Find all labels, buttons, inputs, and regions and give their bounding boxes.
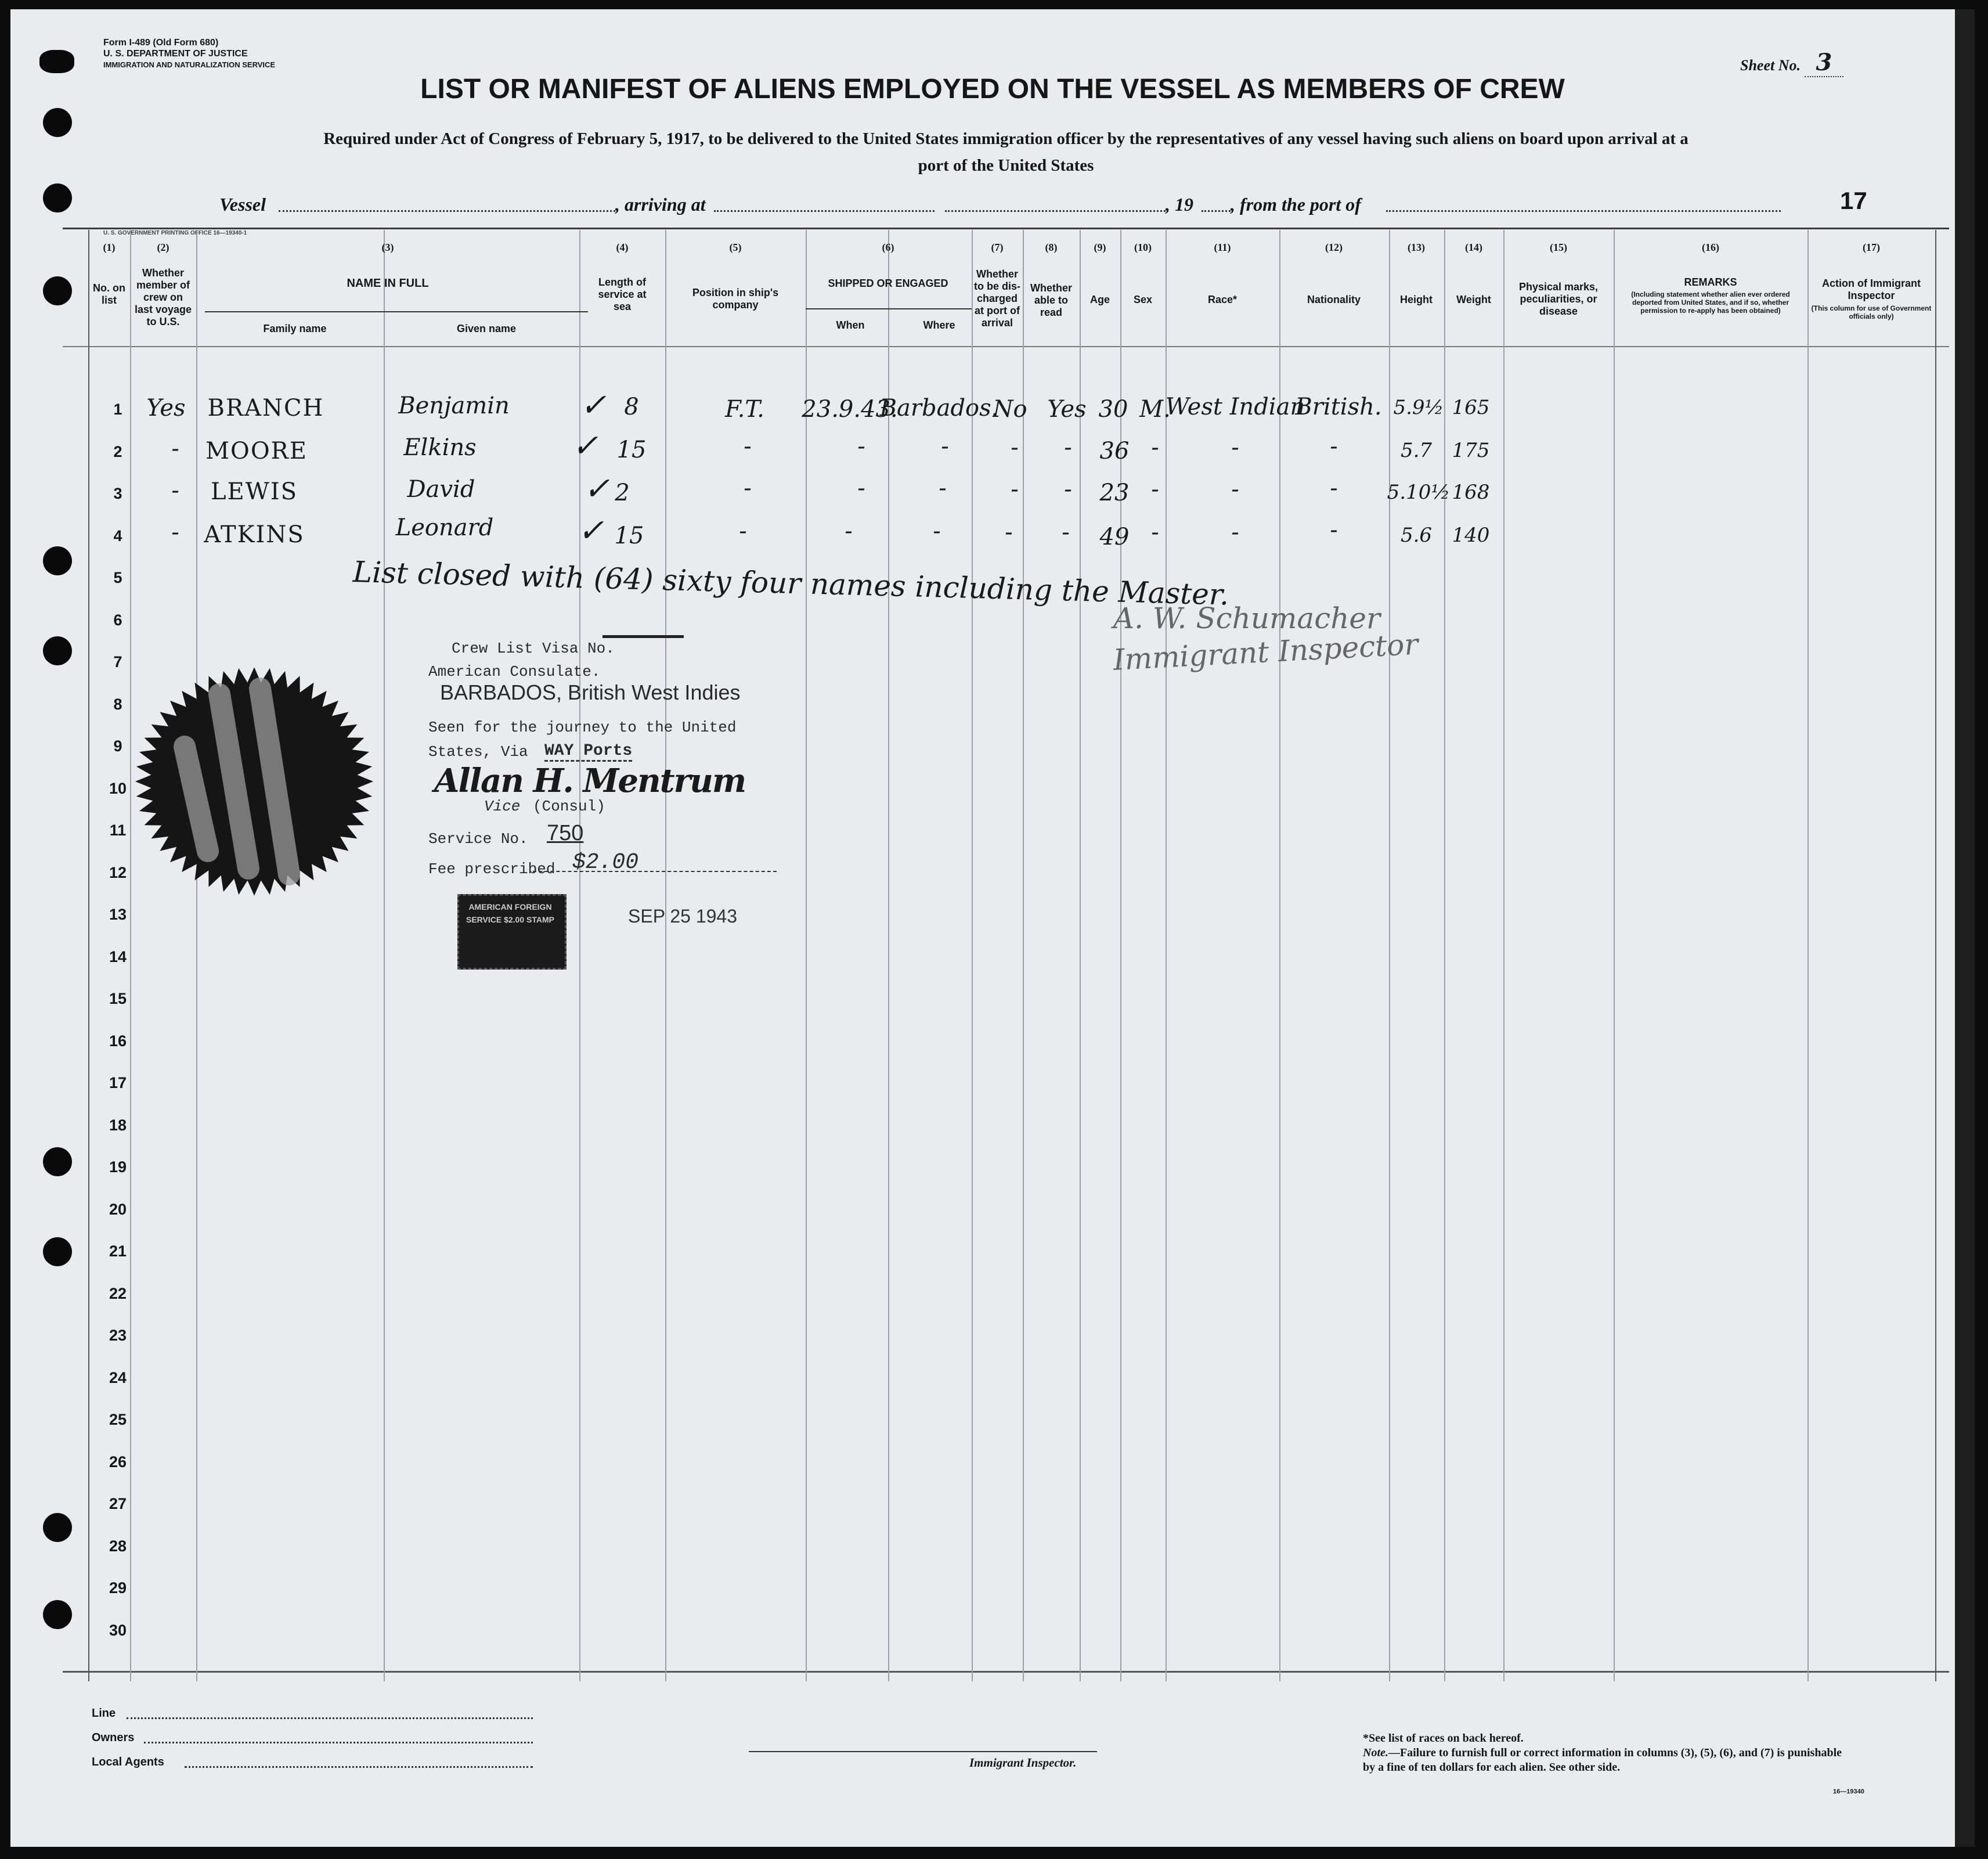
footer-agents-field[interactable] xyxy=(185,1766,533,1768)
note-text: —Failure to furnish full or correct information in columns (3), (5), (6), and (7) is punishable by a fine of ten dollars for each alien. See other side. xyxy=(1363,1746,1842,1774)
cell-last-voyage: - xyxy=(171,519,179,546)
inspector-signature-line[interactable] xyxy=(749,1751,1097,1752)
cell-read: - xyxy=(1064,434,1072,461)
col-num-9: (9) xyxy=(1094,242,1106,253)
punch-hole xyxy=(43,1237,72,1266)
col-rule xyxy=(1166,230,1167,1681)
row-number: 2 xyxy=(113,443,122,460)
row-number: 14 xyxy=(109,948,127,965)
note-label: Note. xyxy=(1363,1746,1388,1759)
service-name: IMMIGRATION AND NATURALIZATION SERVICE xyxy=(103,60,276,69)
fee-underline xyxy=(533,871,777,872)
col-head-race: Race* xyxy=(1207,294,1237,305)
col-head-position: Position in ship's company xyxy=(692,287,779,311)
footer-inspector-label: Immigrant Inspector. xyxy=(969,1756,1077,1770)
cell-sex: - xyxy=(1151,476,1159,503)
subhead-action-note: (This column for use of Government officials only) xyxy=(1811,304,1932,320)
cell-sex: - xyxy=(1151,519,1159,546)
cell-height: 5.6 xyxy=(1400,524,1433,547)
row-number: 3 xyxy=(113,485,122,502)
col-rule xyxy=(1080,230,1081,1681)
port-field[interactable] xyxy=(1386,210,1781,212)
form-id: Form I-489 (Old Form 680) xyxy=(103,38,219,48)
vessel-field[interactable] xyxy=(279,210,615,212)
col-head-shipped: SHIPPED OR ENGAGED xyxy=(828,278,948,289)
cell-discharged: - xyxy=(1011,434,1019,461)
cell-weight: 165 xyxy=(1452,396,1490,419)
punch-hole xyxy=(43,276,72,305)
visa-date: SEP 25 1943 xyxy=(628,906,738,927)
consul-signature: Allan H. Mentrum xyxy=(434,762,746,800)
row-number: 21 xyxy=(109,1242,127,1260)
cell-where: Barbados. xyxy=(879,395,999,421)
cell-last-voyage: - xyxy=(171,435,179,462)
cell-nationality: - xyxy=(1330,517,1338,543)
row-number: 11 xyxy=(109,822,127,839)
col-num-11: (11) xyxy=(1214,242,1231,253)
subtitle-line1: Required under Act of Congress of February 5, 1917, to be delivered to the United States immigration officer by the representatives of any vessel having such aliens on board upon arrival at a xyxy=(323,129,1688,148)
punch-hole xyxy=(43,1600,72,1629)
year-field[interactable] xyxy=(1202,210,1231,212)
col-head-service: Length of service at sea xyxy=(598,276,647,312)
col-num-13: (13) xyxy=(1408,242,1425,253)
arriving-field[interactable] xyxy=(714,210,935,212)
page-title: LIST OR MANIFEST OF ALIENS EMPLOYED ON THE VESSEL AS MEMBERS OF CREW xyxy=(420,74,1565,105)
footer-owners-field[interactable] xyxy=(144,1742,533,1743)
cell-age: 23 xyxy=(1099,480,1130,506)
col-head-height: Height xyxy=(1400,294,1433,305)
punch-hole xyxy=(43,636,72,665)
col-rule xyxy=(1935,230,1936,1681)
cell-check: ✓ xyxy=(580,387,607,423)
row-number: 5 xyxy=(113,569,122,586)
row-number: 8 xyxy=(113,696,122,713)
shipped-subrule xyxy=(806,308,972,309)
row-number: 18 xyxy=(109,1116,127,1134)
visa-line5: States, Via xyxy=(428,743,528,761)
cell-when: - xyxy=(845,518,853,545)
cell-read: Yes xyxy=(1047,396,1087,423)
row-number: 10 xyxy=(109,780,127,797)
revenue-stamp-text: AMERICAN FOREIGN SERVICE $2.00 STAMP xyxy=(466,902,554,924)
row-number: 13 xyxy=(109,906,127,923)
name-subrule xyxy=(205,311,588,312)
row-number: 24 xyxy=(109,1369,127,1386)
cell-family-name: LEWIS xyxy=(210,478,298,505)
row-number: 28 xyxy=(109,1537,127,1555)
col-head-nationality: Nationality xyxy=(1307,294,1361,305)
row-number: 26 xyxy=(109,1453,127,1471)
cell-height: 5.7 xyxy=(1400,439,1433,462)
row-number: 22 xyxy=(109,1285,127,1302)
cell-sex: M. xyxy=(1139,396,1171,423)
punch-hole xyxy=(43,1513,72,1542)
inspector-title: Immigrant Inspector xyxy=(1112,627,1419,677)
col-num-5: (5) xyxy=(729,242,742,253)
col-num-6: (6) xyxy=(882,242,894,253)
visa-number-field xyxy=(602,635,684,638)
cell-family-name: ATKINS xyxy=(204,521,305,548)
row-number: 29 xyxy=(109,1579,127,1597)
col-rule xyxy=(1807,230,1809,1681)
col-num-2: (2) xyxy=(157,242,169,253)
year-label: , 19 xyxy=(1166,194,1193,215)
date-field[interactable] xyxy=(945,210,1166,212)
table-top-rule xyxy=(63,228,1949,229)
cell-nationality: - xyxy=(1330,475,1338,502)
cell-race: West Indian xyxy=(1165,394,1305,420)
cell-weight: 168 xyxy=(1452,481,1490,504)
subhead-remarks-note: (Including statement whether alien ever ordered deported from United States, and if so, whether permission to re-apply has been obtained) xyxy=(1631,290,1790,315)
col-rule xyxy=(806,230,807,1681)
cell-when: 23.9.43. xyxy=(802,396,898,423)
subtitle xyxy=(127,125,1885,179)
col-rule xyxy=(1023,230,1024,1681)
department: U. S. DEPARTMENT OF JUSTICE xyxy=(103,49,248,59)
row-number: 27 xyxy=(109,1495,127,1512)
cell-weight: 175 xyxy=(1452,439,1490,462)
col-head-read: Whether able to read xyxy=(1030,282,1072,318)
col-rule xyxy=(196,230,197,1681)
sheet-label: Sheet No. xyxy=(1740,57,1801,74)
cell-service: 2 xyxy=(615,480,630,506)
footer-agents-label: Local Agents xyxy=(92,1756,164,1768)
cell-given-name: Elkins xyxy=(403,434,477,461)
cell-last-voyage: Yes xyxy=(146,395,186,421)
cell-where: - xyxy=(939,475,947,502)
cell-position: F.T. xyxy=(725,396,764,423)
col-head-sex: Sex xyxy=(1133,294,1153,305)
punch-hole xyxy=(43,546,72,575)
subhead-when: When xyxy=(836,319,865,331)
consular-seal-icon xyxy=(127,660,382,903)
fee-label: Fee prescribed xyxy=(428,860,555,878)
vessel-label: Vessel xyxy=(219,194,266,215)
cell-given-name: David xyxy=(407,476,475,503)
col-head-action: Action of Immigrant Inspector xyxy=(1822,278,1921,301)
cell-nationality: - xyxy=(1330,433,1338,460)
col-num-1: (1) xyxy=(103,242,116,253)
cell-age: 49 xyxy=(1099,524,1130,550)
col-rule xyxy=(1279,230,1280,1681)
fee-amount: $2.00 xyxy=(572,850,639,875)
row-number: 23 xyxy=(109,1327,127,1344)
port-label: , from the port of xyxy=(1231,194,1361,215)
col-rule xyxy=(384,230,385,1681)
printing-office: U. S. GOVERNMENT PRINTING OFFICE 16—19340-1 xyxy=(103,230,247,236)
footer-notes xyxy=(1363,1731,1856,1775)
footer-line-field[interactable] xyxy=(127,1717,533,1719)
subhead-family: Family name xyxy=(263,323,327,334)
col-rule xyxy=(1503,230,1504,1681)
arriving-label: , arriving at xyxy=(615,194,706,215)
col-num-16: (16) xyxy=(1702,242,1719,253)
cell-discharged: No xyxy=(993,396,1027,423)
col-head-last-voyage: Whether member of crew on last voyage to U.S. xyxy=(134,267,192,327)
col-num-4: (4) xyxy=(616,242,629,253)
cell-family-name: MOORE xyxy=(205,438,308,464)
table-bottom-rule xyxy=(63,1671,1949,1673)
cell-check: ✓ xyxy=(578,512,604,549)
cell-family-name: BRANCH xyxy=(207,395,324,421)
sheet-number-label xyxy=(1740,49,1843,76)
row-number: 30 xyxy=(109,1622,127,1639)
row-number: 6 xyxy=(113,611,122,629)
service-number: 750 xyxy=(547,821,584,845)
cell-discharged: - xyxy=(1005,519,1013,546)
visa-city: BARBADOS, British West Indies xyxy=(440,680,741,704)
visa-line1: Crew List Visa No. xyxy=(452,640,615,657)
cell-race: - xyxy=(1231,476,1239,503)
row-number: 20 xyxy=(109,1201,127,1218)
scan-edge xyxy=(1955,9,1975,1847)
subhead-given: Given name xyxy=(456,323,517,334)
punch-hole xyxy=(43,1147,72,1176)
punch-hole xyxy=(43,183,72,212)
col-rule xyxy=(665,230,666,1681)
cell-read: - xyxy=(1064,476,1072,503)
fine-note xyxy=(1363,1746,1856,1775)
race-note: *See list of races on back hereof. xyxy=(1363,1732,1524,1745)
cell-service: 15 xyxy=(614,523,644,549)
col-head-remarks: REMARKS xyxy=(1684,276,1737,288)
footer-line-label: Line xyxy=(92,1707,116,1720)
col-head-name: NAME IN FULL xyxy=(347,277,429,290)
cell-last-voyage: - xyxy=(171,477,179,504)
col-num-12: (12) xyxy=(1325,242,1343,253)
row-number: 15 xyxy=(109,990,127,1007)
col-head-physical: Physical marks, peculiarities, or disease xyxy=(1518,281,1599,317)
closing-note: List closed with (64) sixty four names including the Master. xyxy=(352,555,1230,612)
col-head-weight: Weight xyxy=(1456,294,1491,305)
row-number: 4 xyxy=(113,527,122,545)
cell-age: 36 xyxy=(1099,438,1130,464)
col-num-7: (7) xyxy=(991,242,1004,253)
sheet-number: 3 xyxy=(1805,49,1844,77)
cell-height: 5.9½ xyxy=(1393,396,1444,419)
cell-position: - xyxy=(739,518,747,545)
col-num-10: (10) xyxy=(1134,242,1152,253)
visa-line4: Seen for the journey to the United xyxy=(428,719,737,736)
col-rule xyxy=(88,230,89,1681)
form-id-block xyxy=(103,37,275,70)
cell-when: - xyxy=(857,433,865,460)
cell-read: - xyxy=(1062,519,1070,546)
col-rule xyxy=(1614,230,1615,1681)
cell-service: 15 xyxy=(616,437,647,463)
page-mark: 17 xyxy=(1840,187,1867,214)
col-num-8: (8) xyxy=(1045,242,1058,253)
footer-owners-label: Owners xyxy=(92,1731,135,1744)
cell-nationality: British. xyxy=(1295,394,1382,420)
punch-hole xyxy=(39,50,74,73)
row-number: 1 xyxy=(113,401,122,418)
form-code: 16—19340 xyxy=(1833,1788,1864,1795)
manifest-sheet xyxy=(10,9,1975,1847)
consul-label: (Consul) xyxy=(533,798,605,815)
cell-position: - xyxy=(744,433,752,460)
cell-check: ✓ xyxy=(572,427,598,464)
col-num-14: (14) xyxy=(1465,242,1482,253)
header-bottom-rule xyxy=(63,346,1949,347)
cell-weight: 140 xyxy=(1452,524,1490,547)
col-rule xyxy=(888,230,889,1681)
row-number: 7 xyxy=(113,653,122,671)
cell-service: 8 xyxy=(624,394,639,420)
subhead-where: Where xyxy=(923,319,955,331)
service-label: Service No. xyxy=(428,830,528,848)
visa-via: WAY Ports xyxy=(544,742,632,762)
cell-race: - xyxy=(1231,519,1239,546)
cell-check: ✓ xyxy=(583,470,610,507)
cell-age: 30 xyxy=(1098,396,1128,423)
cell-where: - xyxy=(933,518,941,545)
visa-line2: American Consulate. xyxy=(428,663,601,680)
revenue-stamp xyxy=(457,894,567,970)
col-head-discharged: Whether to be dis-charged at port of arrival xyxy=(974,268,1020,329)
col-head-no: No. on list xyxy=(93,282,125,306)
row-number: 9 xyxy=(113,737,122,755)
consul-prefix: Vice xyxy=(484,798,521,815)
cell-where: - xyxy=(941,433,949,460)
col-head-age: Age xyxy=(1089,294,1110,305)
row-number: 12 xyxy=(109,864,127,881)
row-number: 25 xyxy=(109,1411,127,1428)
col-rule xyxy=(972,230,973,1681)
col-rule xyxy=(1389,230,1390,1681)
cell-position: - xyxy=(744,475,752,502)
inspector-signature: A. W. Schumacher xyxy=(1113,601,1380,635)
cell-sex: - xyxy=(1151,434,1159,461)
col-num-15: (15) xyxy=(1550,242,1567,253)
col-rule xyxy=(1444,230,1445,1681)
cell-when: - xyxy=(857,475,865,502)
cell-given-name: Benjamin xyxy=(398,392,510,419)
punch-hole xyxy=(43,108,72,137)
col-num-3: (3) xyxy=(381,242,394,253)
col-num-17: (17) xyxy=(1863,242,1880,253)
cell-discharged: - xyxy=(1011,476,1019,503)
cell-height: 5.10½ xyxy=(1387,481,1451,504)
cell-given-name: Leonard xyxy=(395,514,494,541)
subtitle-line2: port of the United States xyxy=(918,156,1094,175)
row-number: 19 xyxy=(109,1158,127,1176)
row-number: 16 xyxy=(109,1032,127,1050)
cell-race: - xyxy=(1231,434,1239,461)
row-number: 17 xyxy=(109,1074,127,1091)
